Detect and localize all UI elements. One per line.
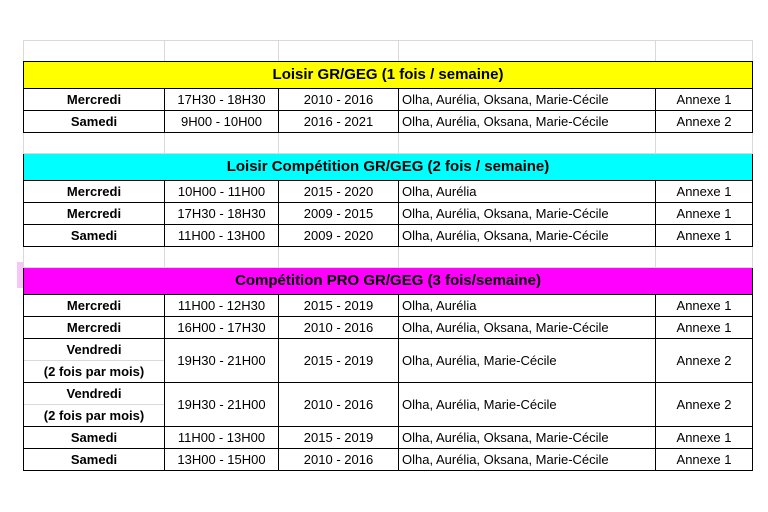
- schedule-table: [23, 40, 753, 471]
- time-cell[interactable]: 16H00 - 17H30: [165, 317, 279, 339]
- cell[interactable]: [399, 41, 656, 62]
- coaches-cell[interactable]: Olha, Aurélia, Oksana, Marie-Cécile: [399, 203, 656, 225]
- cell[interactable]: [24, 247, 165, 268]
- years-cell[interactable]: 2010 - 2016: [279, 317, 399, 339]
- coaches-cell[interactable]: Olha, Aurélia, Oksana, Marie-Cécile: [399, 111, 656, 133]
- coaches-cell[interactable]: Olha, Aurélia, Oksana, Marie-Cécile: [399, 449, 656, 471]
- coaches-cell[interactable]: Olha, Aurélia, Oksana, Marie-Cécile: [399, 317, 656, 339]
- day-cell[interactable]: Mercredi: [24, 181, 165, 203]
- years-cell[interactable]: 2015 - 2019: [279, 295, 399, 317]
- place-cell[interactable]: Annexe 1: [656, 203, 753, 225]
- table-row: [24, 317, 753, 339]
- section-header-loisir-competition: [24, 154, 753, 181]
- years-cell[interactable]: 2016 - 2021: [279, 111, 399, 133]
- section-header-competition-pro: [24, 268, 753, 295]
- day-cell[interactable]: Samedi: [24, 225, 165, 247]
- empty-row: [24, 41, 753, 62]
- coaches-cell[interactable]: Olha, Aurélia: [399, 295, 656, 317]
- time-cell[interactable]: 11H00 - 13H00: [165, 225, 279, 247]
- time-cell[interactable]: 17H30 - 18H30: [165, 203, 279, 225]
- years-cell[interactable]: 2015 - 2019: [279, 427, 399, 449]
- time-cell[interactable]: 11H00 - 12H30: [165, 295, 279, 317]
- place-cell[interactable]: Annexe 1: [656, 295, 753, 317]
- years-cell[interactable]: 2010 - 2016: [279, 449, 399, 471]
- years-cell[interactable]: 2010 - 2016: [279, 89, 399, 111]
- coaches-cell[interactable]: Olha, Aurélia, Oksana, Marie-Cécile: [399, 225, 656, 247]
- table-row: [24, 89, 753, 111]
- cell[interactable]: [399, 247, 656, 268]
- cell[interactable]: [279, 41, 399, 62]
- cell[interactable]: [279, 133, 399, 154]
- table-row: [24, 111, 753, 133]
- cell[interactable]: [24, 41, 165, 62]
- table-row: [24, 383, 753, 427]
- coaches-cell[interactable]: Olha, Aurélia, Marie-Cécile: [399, 383, 656, 427]
- table-row: [24, 203, 753, 225]
- time-cell[interactable]: 13H00 - 15H00: [165, 449, 279, 471]
- day-cell[interactable]: Mercredi: [24, 317, 165, 339]
- place-cell[interactable]: Annexe 1: [656, 181, 753, 203]
- years-cell[interactable]: 2015 - 2019: [279, 339, 399, 383]
- years-cell[interactable]: 2009 - 2020: [279, 225, 399, 247]
- day-note: (2 fois par mois): [24, 404, 164, 426]
- coaches-cell[interactable]: Olha, Aurélia, Marie-Cécile: [399, 339, 656, 383]
- time-cell[interactable]: 19H30 - 21H00: [165, 339, 279, 383]
- years-cell[interactable]: 2009 - 2015: [279, 203, 399, 225]
- cell[interactable]: [24, 133, 165, 154]
- day-cell[interactable]: Samedi: [24, 449, 165, 471]
- place-cell[interactable]: Annexe 1: [656, 225, 753, 247]
- day-cell[interactable]: Samedi: [24, 427, 165, 449]
- place-cell[interactable]: Annexe 1: [656, 427, 753, 449]
- coaches-cell[interactable]: Olha, Aurélia, Oksana, Marie-Cécile: [399, 89, 656, 111]
- cell[interactable]: [165, 247, 279, 268]
- time-cell[interactable]: 10H00 - 11H00: [165, 181, 279, 203]
- table-row: [24, 339, 753, 383]
- place-cell[interactable]: Annexe 1: [656, 449, 753, 471]
- coaches-cell[interactable]: Olha, Aurélia, Oksana, Marie-Cécile: [399, 427, 656, 449]
- section-title[interactable]: Compétition PRO GR/GEG (3 fois/semaine): [24, 268, 753, 295]
- cell[interactable]: [165, 133, 279, 154]
- schedule-sheet: [23, 40, 752, 471]
- cell[interactable]: [656, 41, 753, 62]
- day-label: Vendredi: [66, 342, 122, 357]
- section-header-loisir: [24, 62, 753, 89]
- day-cell[interactable]: Samedi: [24, 111, 165, 133]
- years-cell[interactable]: 2010 - 2016: [279, 383, 399, 427]
- section-title[interactable]: Loisir Compétition GR/GEG (2 fois / semaine): [24, 154, 753, 181]
- place-cell[interactable]: Annexe 1: [656, 317, 753, 339]
- table-row: [24, 427, 753, 449]
- place-cell[interactable]: Annexe 2: [656, 111, 753, 133]
- time-cell[interactable]: 9H00 - 10H00: [165, 111, 279, 133]
- cell[interactable]: [656, 247, 753, 268]
- coaches-cell[interactable]: Olha, Aurélia: [399, 181, 656, 203]
- day-cell[interactable]: Mercredi: [24, 295, 165, 317]
- place-cell[interactable]: Annexe 2: [656, 383, 753, 427]
- years-cell[interactable]: 2015 - 2020: [279, 181, 399, 203]
- table-row: [24, 225, 753, 247]
- time-cell[interactable]: 11H00 - 13H00: [165, 427, 279, 449]
- place-cell[interactable]: Annexe 1: [656, 89, 753, 111]
- time-cell[interactable]: 19H30 - 21H00: [165, 383, 279, 427]
- cell[interactable]: [165, 41, 279, 62]
- cell[interactable]: [399, 133, 656, 154]
- table-row: [24, 181, 753, 203]
- day-cell[interactable]: Mercredi: [24, 203, 165, 225]
- cell[interactable]: [279, 247, 399, 268]
- day-cell[interactable]: [24, 383, 165, 427]
- day-cell[interactable]: [24, 339, 165, 383]
- day-note: (2 fois par mois): [24, 360, 164, 382]
- table-row: [24, 295, 753, 317]
- day-label: Vendredi: [66, 386, 122, 401]
- place-cell[interactable]: Annexe 2: [656, 339, 753, 383]
- time-cell[interactable]: 17H30 - 18H30: [165, 89, 279, 111]
- section-title[interactable]: Loisir GR/GEG (1 fois / semaine): [24, 62, 753, 89]
- day-cell[interactable]: Mercredi: [24, 89, 165, 111]
- cell[interactable]: [656, 133, 753, 154]
- empty-row: [24, 133, 753, 154]
- empty-row: [24, 247, 753, 268]
- table-row: [24, 449, 753, 471]
